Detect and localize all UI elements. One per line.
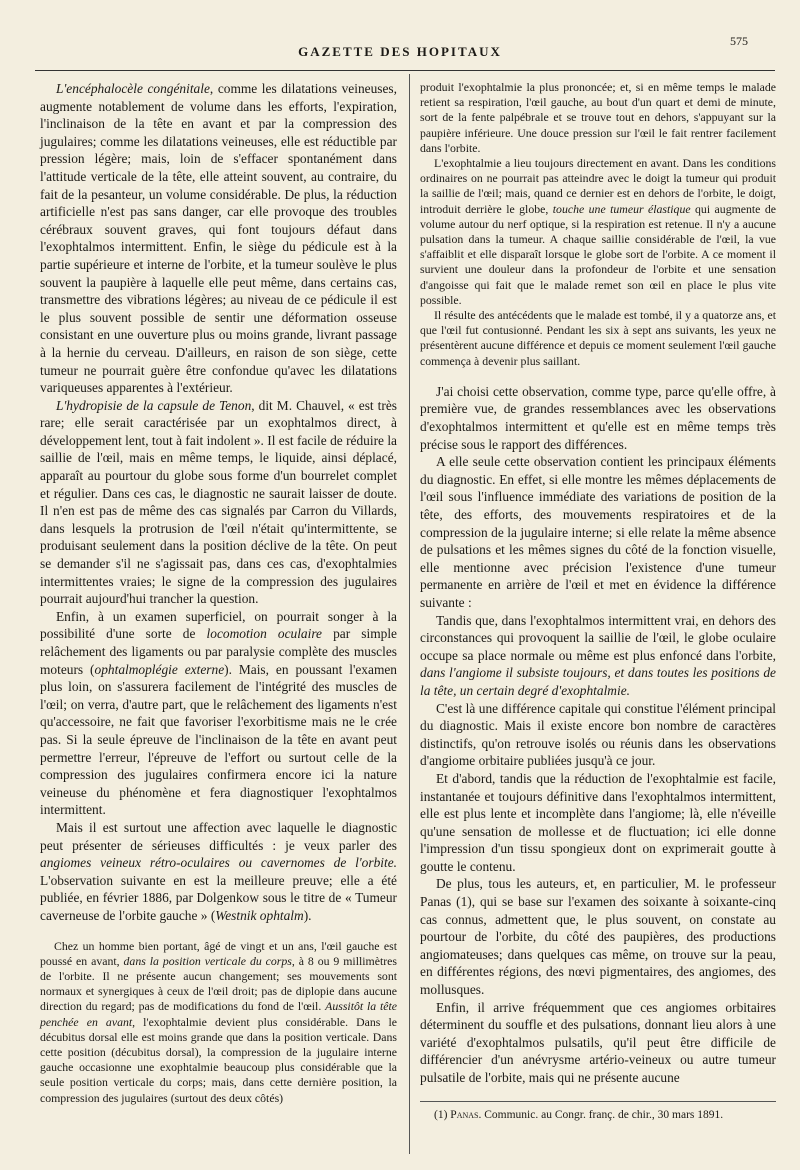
paragraph-text: L'observation suivante en est la meilleure preuve; elle a été publiée, en février 1886, par Dolgenkow sous le titre de « Tumeur caverneuse de l'orbite gauche » ( [40, 872, 397, 923]
paragraph-tandis [420, 612, 776, 700]
observation-part: , à 8 ou 9 millimètres de l'orbite. Il ne présente aucun changement; ses mouvements sont normaux et synergiques à ceux de l'œil droit; pas de diplopie dans aucune direction du regard; pas de modifications du fond de l'œil. [40, 953, 397, 1014]
footnote-text: Communic. au Congr. franç. de chir., 30 mars 1891. [481, 1108, 724, 1121]
paragraph-difference: C'est là une différence capitale qui constitue l'élément principal du diagnostic. Mais il existe encore bon nombre de caractères distinctifs, qu'on retrouve isolés ou réunis dans les observations d'angiome orbitaire publiées jusqu'à ce jour. [420, 700, 776, 769]
page-header [0, 34, 800, 64]
running-title: GAZETTE DES HOPITAUX [298, 44, 502, 59]
paragraph-reduction: Et d'abord, tandis que la réduction de l'exophtalmie est facile, instantanée et toujours définitive dans l'exophtalmos intermittent, elle est plus lente et incomplète dans l'angiome; là, elle n'éveille qu'une sensation de mollesse et de fluctuation; ici elle donne l'impression d'un tissu spongieux dont on exprimerait goutte à goutte le contenu. [420, 770, 776, 874]
term-exophtalmie: dans l'angiome il subsiste toujours, et dans toutes les positions de la tête, un certain degré d'exophtalmie. [420, 665, 776, 698]
observation-text [40, 939, 397, 1106]
observation-continued: produit l'exophtalmie la plus prononcée; et, si en même temps le malade retient sa respiration, l'œil gauche, au bout d'un quart et demi de minute, sort de la fente palpébrale et se trouve tout en dehors, s'appuyant sur la paupière inférieure. Une douce pression sur l'œil le fait rentrer facilement dans l'orbite. [420, 80, 776, 155]
paragraph-hydropisie [40, 397, 397, 608]
observation-part: qui augmente de volume autour du nerf optique, si la respiration est retenue. Il n'y a aucune pulsation dans la tumeur. A chaque saillie considérable de l'œil, la vue s'affaiblit et elle disparaît lorsque le globe sort de l'orbite. A ce moment il survient une douleur dans la profondeur de l'orbite et une sensation d'angoisse qui fait que le malade remet son œil en place le plus vite possible. [420, 201, 776, 307]
observation-continued-2 [420, 156, 776, 308]
paragraph-encephalocele [40, 80, 397, 397]
paragraph-text: par simple relâchement des ligaments ou par paralysie complète des muscles moteurs ( [40, 626, 398, 677]
left-column [40, 80, 397, 1106]
observation-part: Chez un homme bien portant, âgé de vingt et un ans, l'œil gauche est poussé en avant, [40, 938, 397, 968]
paragraph-text: Mais il est surtout une affection avec laquelle le diagnostic peut présenter de sérieuses difficultés : je veux parler des [40, 819, 397, 853]
paragraph-text: , comme les dilatations veineuses, augmente notablement de volume dans les efforts, l'expiration, l'inclinaison de la tête en avant et par la compression des jugulaires; comme les dilatations veineuses, elle est réductible par pression légère; mais, loin de s'effacer spontanément dans l'attitude verticale de la tête, elle atteint souvent, au contraire, du fait de la pesanteur, un volume considérable. De plus, la réduction artificielle n'est pas sans danger, car elle provoque des troubles cérébraux souvent graves, qui font toujours défaut dans l'exophtalmos intermittent. Enfin, le siège du pédicule est à la partie supérieure et interne de l'orbite, et la tumeur soulève le plus souvent la paupière à laquelle elle peut même, dans certains cas, transmettre des vibrations légères; au niveau de ce pédicule il est le plus souvent possible de sentir une déformation osseuse consistant en une ouverture plus ou moins grande, livrant passage à la hernie du cerveau. D'ailleurs, en raison de son siège, cette tumeur ne pourrait guère être confondue qu'avec les dilatations variqueuses apparentes à l'extérieur. [40, 81, 397, 396]
page-number: 575 [730, 34, 748, 48]
paragraph-type: J'ai choisi cette observation, comme type, parce qu'elle offre, à première vue, de grandes ressemblances avec les observations d'exophtalmos intermittent et qu'elle est en même temps très précise sous le rapport des différences. [420, 383, 776, 452]
term-locomotion: locomotion oculaire [206, 626, 323, 642]
right-column [420, 80, 776, 1122]
observation-emphasis: touche une tumeur élastique [552, 201, 691, 216]
paragraph-text: Enfin, à un examen superficiel, on pourrait songer à la possibilité d'une sorte de [40, 608, 397, 642]
paragraph-text: , dit M. Chauvel, « est très rare; elle serait caractérisée par un exophtalmos direct, à développement lent, tout à fait indolent ». Il est facile de réduire la saillie de l'œil, mais en même temps, le liquide, ainsi déplacé, apparaît au pourtour du globe sous forme d'un bourrelet complet et régulier. Dans ces cas, le diagnostic ne saurait laisser de doute. Il n'en est pas de même des cas signalés par Carron du Villards, dans lesquels la protrusion de l'œil n'était qu'intermittente, se produisant seulement dans la position déclive de la tête. On peut se demander s'il ne s'agissait pas, dans ces cas, d'exophtalmies intermittentes vraies; le signe de la compression des jugulaires pourrait aujourd'hui trancher la question. [40, 397, 397, 607]
term-westnik: Westnik ophtalm [215, 907, 304, 923]
paragraph-text: Tandis que, dans l'exophtalmos intermittent vrai, en dehors des circonstances qui provoquent la saillie de l'œil, le globe oculaire occupe sa place normale ou même est plus enfoncé dans l'orbite, [420, 612, 776, 663]
term-angiomes: angiomes veineux rétro-oculaires ou cavernomes de l'orbite. [40, 855, 397, 871]
footnote-rule [420, 1101, 776, 1102]
paragraph-text: ). [303, 907, 312, 923]
observation-part: , l'exophtalmie devient plus considérable. Dans le décubitus dorsal elle est moins grande que dans la position verticale. Dans cette position (décubitus dorsal), la compression de la jugulaire interne gauche occasionne une exophtalmie beaucoup plus considérable que la seule position verticale du corps; mais, dans cette dernière position, la compression des jugulaires (surtout des deux côtés) [40, 1014, 397, 1105]
observation-part: L'exophtalmie a lieu toujours directement en avant. Dans les conditions ordinaires on ne pourrait pas atteindre avec le doigt la tumeur qui produit la saillie de l'œil; mais, quand ce dernier est en dehors de l'orbite, le doigt, introduit derrière le globe, [420, 156, 776, 216]
term-encephalocele: L'encéphalocèle congénitale [56, 81, 210, 96]
footnote-marker: (1) [434, 1108, 451, 1121]
column-divider [409, 74, 410, 1154]
paragraph-text: ). Mais, en poussant l'examen plus loin, on s'assurera facilement de l'intégrité des muscles de l'œil; on verra, d'autre part, que le relâchement des ligaments n'est qu'accessoire, ne fait que favoriser l'exorbitisme mais ne le crée pas. Si la seule épreuve de l'inclinaison de la tête en avant peut permettre l'erreur, l'épreuve de l'effort ou surtout celle de la compression des jugulaires confirmera encore ici la nature veineuse du phénomène et fera diagnostiquer l'exophtalmos intermittent. [40, 661, 397, 818]
observation-emphasis: dans la position verticale du corps [123, 953, 292, 968]
paragraph-angiomes [40, 819, 397, 925]
term-hydropisie: L'hydropisie de la capsule de Tenon [56, 397, 252, 413]
paragraph-auteurs: De plus, tous les auteurs, et, en particulier, M. le professeur Panas (1), qui se base sur l'examen des soixante à soixante-cinq cas connus, admettent que, le plus souvent, on constate au pourtour de l'orbite, du côté des paupières, des productions angiomateuses; dans quelques cas même, on trouve sur la peau, en différentes régions, des nœvi pigmentaires, des angiomes, des mollusques. [420, 876, 776, 998]
paragraph-locomotion [40, 608, 397, 819]
term-ophtalmoplegie: ophtalmoplégie externe [94, 661, 225, 677]
paragraph-souffle: Enfin, il arrive fréquemment que ces angiomes orbitaires déterminent du souffle et des pulsations, donnant lieu alors à une variété d'exophtalmos pulsatils, qu'il peut être difficile de différencier d'un anévrysme artério-veineux ou autre tumeur pulsatile de l'orbite, mais qui ne présente aucune [420, 999, 776, 1086]
paragraph-elements: A elle seule cette observation contient les principaux éléments du diagnostic. En effet, si elle montre les mêmes déplacements de l'œil sous l'influence immédiate des variations de position de la tête, des efforts, des mouvements respiratoires et de la compression de la jugulaire interne; si elle relate la même absence de pulsations et les mêmes signes du côté de la fonction visuelle, elle mentionne avec précision l'existence d'une tumeur permanente en arrière de l'œil et met en évidence la différence suivante : [420, 454, 776, 610]
footnote [420, 1108, 776, 1122]
observation-continued-3: Il résulte des antécédents que le malade est tombé, il y a quatorze ans, et que l'œil fut contusionné. Pendant les six à sept ans suivants, les yeux ne présentèrent aucune différence et depuis ce moment seulement l'œil gauche commença à devenir plus saillant. [420, 308, 776, 368]
footnote-author: Panas. [450, 1108, 482, 1121]
header-rule [35, 70, 775, 71]
observation-emphasis: Aussitôt la tête penchée en avant [40, 999, 397, 1029]
